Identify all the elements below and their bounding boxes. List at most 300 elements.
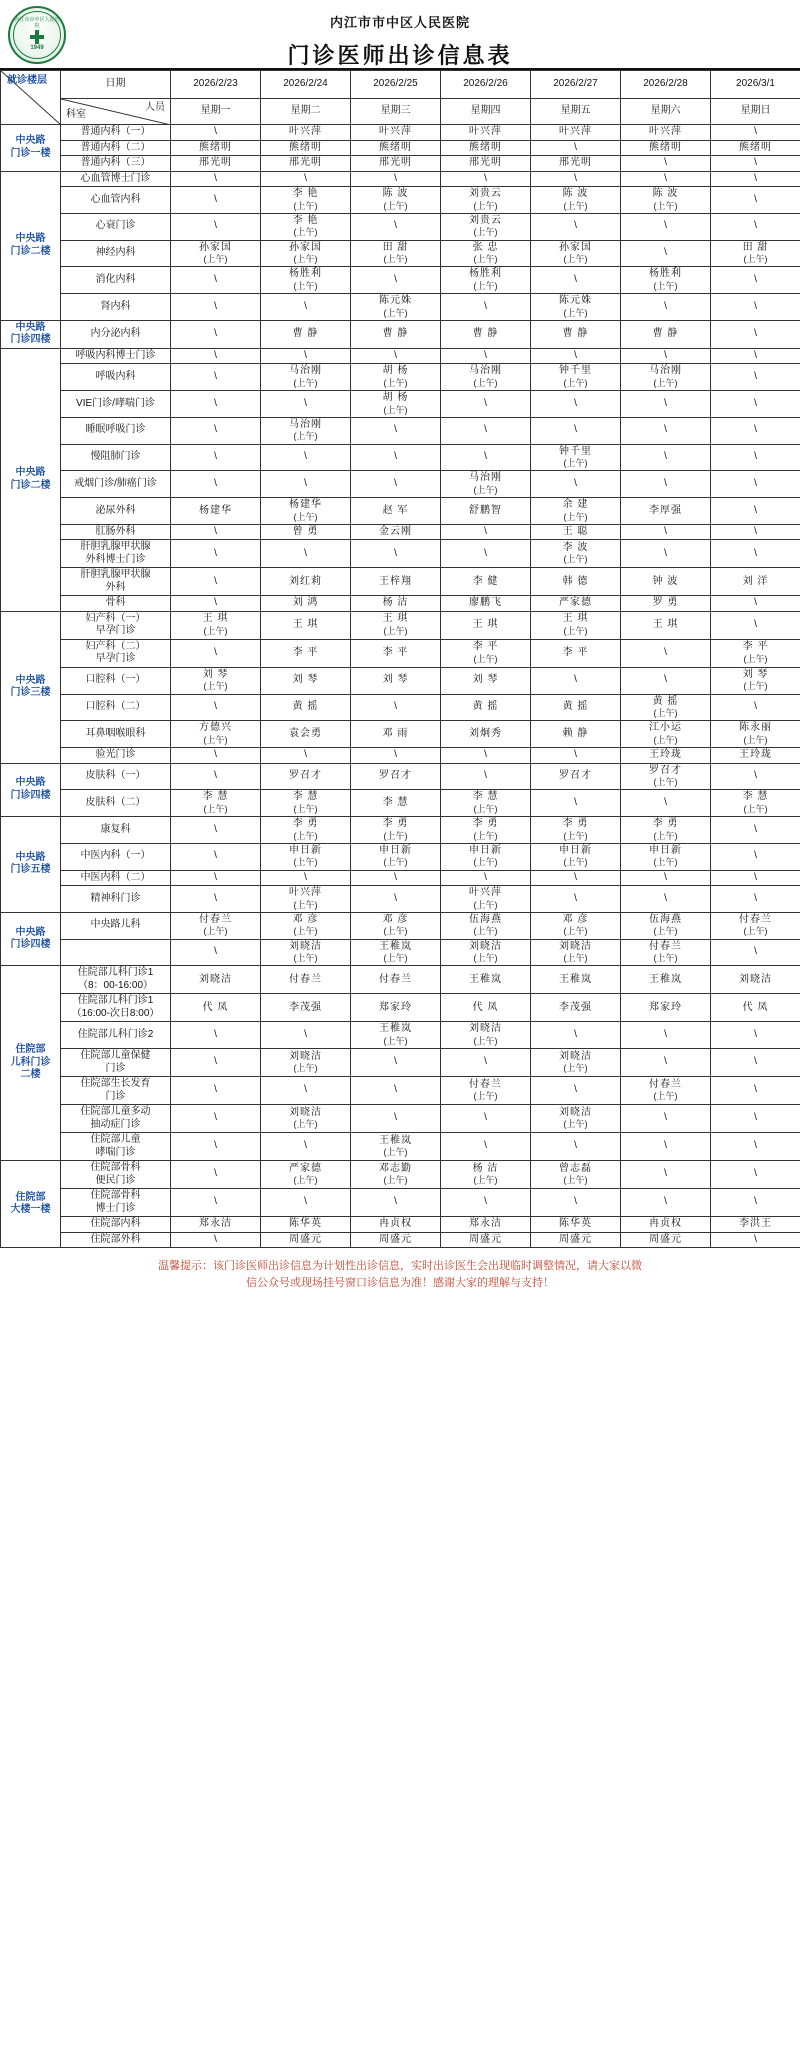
doctor-time: (上午)	[653, 777, 678, 787]
doctor-cell	[261, 1217, 351, 1233]
department-cell: 耳鼻咽喉眼科	[61, 721, 171, 748]
doctor-cell: \	[441, 870, 531, 886]
doctor-cell: \	[171, 364, 261, 391]
table-row	[1, 817, 800, 844]
table-row	[1, 721, 800, 748]
doctor-cell	[621, 267, 711, 294]
table-row	[1, 639, 800, 667]
doctor-cell	[621, 187, 711, 214]
doctor-name: 胡 杨	[382, 392, 409, 403]
doctor-time: (上午)	[383, 1035, 408, 1046]
doctor-name: 韩 德	[562, 575, 589, 587]
doctor-time: (上午)	[653, 708, 678, 718]
doctor-name: 伍海燕	[649, 913, 682, 925]
doctor-cell	[711, 639, 800, 667]
table-row	[1, 391, 800, 418]
doctor-cell	[441, 790, 531, 817]
doctor-name: 付春兰	[649, 940, 682, 952]
doctor-name: 江小运	[649, 722, 682, 734]
department-cell: 呼吸内科	[61, 364, 171, 391]
doctor-time: (上午)	[203, 926, 228, 937]
doctor-name: 熊绪明	[199, 141, 232, 153]
date-col-0: 2026/2/23	[171, 71, 261, 99]
department-cell: 妇产科（一） 早孕门诊	[61, 611, 171, 639]
doctor-name: 舒鹏智	[469, 504, 502, 516]
doctor-cell: \	[531, 267, 621, 294]
doctor-name: 罗召才	[559, 770, 592, 782]
doctor-cell	[711, 140, 800, 156]
doctor-cell	[261, 1161, 351, 1189]
department-cell	[61, 939, 171, 966]
doctor-cell	[261, 125, 351, 141]
doctor-cell	[171, 240, 261, 267]
doctor-name: 刘贵云	[469, 188, 502, 199]
doctor-cell	[621, 611, 711, 639]
table-row	[1, 1217, 800, 1233]
doctor-name: 熊绪明	[379, 141, 412, 153]
doctor-name: 孙家国	[559, 241, 592, 253]
doctor-name: 李 慧	[472, 791, 499, 803]
corner-floor-label	[1, 71, 61, 125]
doctor-cell: \	[171, 568, 261, 596]
department-cell: 精神科门诊	[61, 886, 171, 913]
doctor-name: 王 聪	[562, 525, 589, 537]
doctor-cell: \	[531, 1022, 621, 1049]
doctor-cell: \	[171, 1077, 261, 1105]
doctor-name: 王梓翔	[379, 575, 412, 587]
doctor-time: (上午)	[473, 484, 498, 495]
doctor-cell: \	[711, 156, 800, 172]
doctor-name: 王稚岚	[379, 940, 412, 952]
department-cell: 中医内科（二）	[61, 870, 171, 886]
doctor-cell	[441, 694, 531, 721]
doctor-cell: \	[531, 213, 621, 240]
doctor-time: (上午)	[743, 653, 768, 664]
doctor-cell	[261, 1049, 351, 1077]
doctor-cell: \	[171, 1049, 261, 1077]
doctor-cell	[351, 1161, 441, 1189]
doctor-time: (上午)	[383, 404, 408, 415]
doctor-time: (上午)	[383, 377, 408, 388]
table-row	[1, 886, 800, 913]
doctor-cell	[441, 611, 531, 639]
doctor-cell: \	[711, 763, 800, 790]
doctor-time: (上午)	[653, 200, 678, 211]
doctor-cell	[261, 568, 351, 596]
corner-room-people	[61, 99, 171, 125]
doctor-name: 王玲珑	[739, 749, 772, 760]
doctor-cell	[261, 320, 351, 348]
doctor-name: 钟 波	[652, 575, 679, 587]
doctor-cell: \	[621, 667, 711, 694]
doctor-cell: \	[711, 267, 800, 294]
schedule-table	[0, 70, 800, 1248]
doctor-cell: \	[171, 939, 261, 966]
table-row	[1, 524, 800, 540]
doctor-name: 黄 摇	[472, 701, 499, 713]
date-label: 日期	[61, 71, 171, 99]
doctor-cell: \	[171, 267, 261, 294]
doctor-name: 王 琪	[472, 619, 499, 630]
doctor-cell: \	[531, 886, 621, 913]
doctor-time: (上午)	[743, 803, 768, 814]
date-col-4: 2026/2/27	[531, 71, 621, 99]
doctor-cell: \	[261, 540, 351, 568]
doctor-cell	[531, 694, 621, 721]
department-cell: 住院部儿童多动 抽动症门诊	[61, 1105, 171, 1133]
doctor-time: (上午)	[473, 280, 498, 291]
doctor-name: 冉贞权	[649, 1218, 682, 1229]
doctor-cell: \	[711, 1022, 800, 1049]
doctor-cell	[621, 1217, 711, 1233]
doctor-cell: \	[621, 471, 711, 498]
doctor-cell: \	[711, 125, 800, 141]
doctor-cell	[531, 817, 621, 844]
doctor-cell: \	[531, 171, 621, 187]
doctor-cell	[171, 611, 261, 639]
doctor-cell	[261, 596, 351, 612]
doctor-name: 王稚岚	[379, 1134, 412, 1146]
doctor-cell: \	[171, 1232, 261, 1248]
doctor-cell: \	[711, 471, 800, 498]
department-cell: 心衰门诊	[61, 213, 171, 240]
doctor-name: 叶兴萍	[649, 126, 682, 137]
doctor-cell: \	[621, 870, 711, 886]
doctor-name: 付春兰	[469, 1078, 502, 1090]
department-cell: 普通内科（一）	[61, 125, 171, 141]
doctor-time: (上午)	[293, 953, 318, 963]
department-cell: 普通内科（二）	[61, 140, 171, 156]
doctor-name: 叶兴萍	[469, 126, 502, 137]
doctor-time: (上午)	[563, 1063, 588, 1074]
doctor-cell	[441, 639, 531, 667]
doctor-cell: \	[621, 1133, 711, 1161]
doctor-cell: \	[711, 886, 800, 913]
doctor-name: 刘 琴	[202, 668, 229, 680]
doctor-name: 刘 琴	[742, 668, 769, 680]
doctor-cell	[351, 240, 441, 267]
doctor-name: 马治刚	[469, 472, 502, 484]
doctor-cell	[351, 568, 441, 596]
doctor-cell: \	[621, 294, 711, 321]
doctor-time: (上午)	[293, 227, 318, 238]
table-row	[1, 667, 800, 694]
doctor-name: 罗召才	[289, 770, 322, 782]
doctor-time: (上午)	[653, 830, 678, 841]
doctor-time: (上午)	[293, 200, 318, 211]
doctor-name: 陈 波	[382, 188, 409, 199]
doctor-cell: \	[261, 1189, 351, 1217]
doctor-cell	[351, 721, 441, 748]
department-cell: 住院部儿科门诊1 （8：00-16:00）	[61, 966, 171, 994]
doctor-cell	[531, 1161, 621, 1189]
doctor-name: 曾 勇	[292, 525, 319, 537]
doctor-time: (上午)	[293, 899, 318, 910]
doctor-cell: \	[531, 790, 621, 817]
doctor-cell: \	[531, 348, 621, 364]
doctor-cell	[261, 939, 351, 966]
doctor-name: 周盛元	[649, 1233, 682, 1245]
table-row	[1, 912, 800, 939]
table-body	[1, 125, 800, 1248]
department-cell: 心血管内科	[61, 187, 171, 214]
doctor-time: (上午)	[473, 653, 498, 664]
floor-cell: 住院部 儿科门诊 二楼	[1, 966, 61, 1161]
doctor-cell	[441, 240, 531, 267]
doctor-name: 邢光明	[289, 157, 322, 168]
doctor-cell: \	[351, 417, 441, 444]
doctor-name: 曹 静	[382, 328, 409, 339]
doctor-cell	[261, 912, 351, 939]
department-cell: 肝胆乳腺甲状腺 外科博士门诊	[61, 540, 171, 568]
doctor-time: (上午)	[743, 254, 768, 264]
table-row	[1, 294, 800, 321]
doctor-cell	[351, 994, 441, 1022]
doctor-name: 杨 洁	[472, 1162, 499, 1174]
doctor-time: (上午)	[563, 377, 588, 388]
doctor-cell	[261, 1232, 351, 1248]
department-cell: 呼吸内科博士门诊	[61, 348, 171, 364]
doctor-name: 钟千里	[559, 445, 592, 457]
table-row	[1, 348, 800, 364]
table-row	[1, 417, 800, 444]
doctor-cell	[261, 639, 351, 667]
doctor-cell	[531, 156, 621, 172]
doctor-name: 刘晓洁	[469, 1023, 502, 1035]
doctor-cell	[351, 364, 441, 391]
doctor-cell: \	[261, 870, 351, 886]
doctor-cell: \	[711, 596, 800, 612]
doctor-cell	[171, 498, 261, 525]
floor-cell: 中央路 门诊四楼	[1, 912, 61, 966]
doctor-name: 王稚岚	[379, 1023, 412, 1035]
doctor-cell	[351, 1217, 441, 1233]
doctor-name: 杨胜利	[469, 268, 502, 280]
doctor-time: (上午)	[383, 830, 408, 841]
doctor-name: 赖 静	[562, 727, 589, 739]
doctor-cell	[441, 140, 531, 156]
doctor-cell: \	[171, 817, 261, 844]
table-row	[1, 320, 800, 348]
department-cell: 康复科	[61, 817, 171, 844]
doctor-cell	[621, 1077, 711, 1105]
doctor-cell: \	[441, 1189, 531, 1217]
doctor-name: 钟千里	[559, 365, 592, 377]
doctor-cell	[441, 187, 531, 214]
doctor-name: 邢光明	[199, 157, 232, 168]
doctor-time: (上午)	[293, 280, 318, 291]
doctor-cell: \	[711, 1161, 800, 1189]
doctor-cell	[531, 939, 621, 966]
department-cell: 肛肠外科	[61, 524, 171, 540]
doctor-cell	[261, 763, 351, 790]
doctor-cell: \	[171, 125, 261, 141]
table-row	[1, 1161, 800, 1189]
doctor-time: (上午)	[653, 280, 678, 291]
corner-floor-text: 就诊楼层	[7, 75, 47, 86]
doctor-cell	[441, 817, 531, 844]
doctor-name: 王 琪	[382, 613, 409, 625]
doctor-cell	[621, 843, 711, 870]
doctor-cell: \	[711, 294, 800, 321]
doctor-name: 李 平	[562, 647, 589, 658]
doctor-cell	[531, 498, 621, 525]
doctor-cell	[441, 1232, 531, 1248]
doctor-name: 申日新	[559, 844, 592, 856]
doctor-cell: \	[621, 1022, 711, 1049]
table-header	[1, 71, 800, 125]
doctor-cell	[531, 912, 621, 939]
doctor-cell	[441, 267, 531, 294]
doctor-cell: \	[171, 870, 261, 886]
doctor-name: 刘红莉	[289, 575, 322, 587]
doctor-cell	[531, 540, 621, 568]
floor-cell: 中央路 门诊四楼	[1, 763, 61, 817]
doctor-time: (上午)	[473, 200, 498, 211]
doctor-cell	[531, 611, 621, 639]
doctor-cell: \	[711, 320, 800, 348]
doctor-time: (上午)	[203, 734, 228, 745]
doctor-time: (上午)	[203, 625, 228, 636]
doctor-cell: \	[621, 171, 711, 187]
doctor-cell	[711, 667, 800, 694]
doctor-name: 叶兴萍	[289, 887, 322, 898]
department-cell: 皮肤科（一）	[61, 763, 171, 790]
doctor-cell: \	[441, 294, 531, 321]
doctor-cell: \	[171, 471, 261, 498]
doctor-name: 杨 洁	[382, 597, 409, 609]
doctor-cell	[171, 721, 261, 748]
floor-cell: 中央路 门诊二楼	[1, 348, 61, 611]
doctor-name: 刘 琴	[292, 674, 319, 686]
doctor-name: 叶兴萍	[559, 126, 592, 137]
department-cell: 住院部骨科 博士门诊	[61, 1189, 171, 1217]
doctor-name: 廖鹏飞	[469, 597, 502, 609]
date-col-6: 2026/3/1	[711, 71, 800, 99]
doctor-cell	[351, 1232, 441, 1248]
floor-cell: 中央路 门诊二楼	[1, 171, 61, 320]
doctor-name: 李 平	[382, 647, 409, 658]
doctor-time: (上午)	[743, 926, 768, 937]
doctor-cell: \	[711, 939, 800, 966]
table-row	[1, 568, 800, 596]
doctor-name: 申日新	[379, 844, 412, 856]
doctor-cell: \	[711, 870, 800, 886]
doctor-name: 孙家国	[289, 241, 322, 253]
doctor-cell: \	[171, 843, 261, 870]
doctor-time: (上午)	[653, 377, 678, 388]
table-row	[1, 611, 800, 639]
doctor-cell	[711, 790, 800, 817]
doctor-cell: \	[621, 240, 711, 267]
doctor-time: (上午)	[383, 926, 408, 937]
table-row	[1, 1022, 800, 1049]
doctor-name: 刘晓洁	[559, 1050, 592, 1062]
doctor-cell: \	[531, 748, 621, 764]
doctor-time: (上午)	[563, 926, 588, 937]
doctor-cell	[261, 524, 351, 540]
doctor-cell	[711, 994, 800, 1022]
table-row	[1, 939, 800, 966]
logo-year: 1949	[30, 45, 44, 52]
doctor-cell	[261, 611, 351, 639]
doctor-time: (上午)	[743, 734, 768, 745]
doctor-cell: \	[711, 391, 800, 418]
doctor-cell	[171, 156, 261, 172]
doctor-cell	[441, 1077, 531, 1105]
doctor-time: (上午)	[293, 254, 318, 264]
doctor-name: 周盛元	[469, 1233, 502, 1245]
doctor-cell	[171, 966, 261, 994]
doctor-name: 代 凤	[742, 1001, 769, 1013]
doctor-cell	[351, 912, 441, 939]
doctor-cell	[711, 912, 800, 939]
doctor-cell	[621, 364, 711, 391]
doctor-cell: \	[171, 213, 261, 240]
table-row	[1, 1105, 800, 1133]
hospital-logo-icon	[8, 6, 66, 64]
doctor-cell: \	[531, 667, 621, 694]
doctor-cell	[261, 994, 351, 1022]
doctor-name: 刘 洋	[742, 575, 769, 587]
doctor-name: 严家德	[289, 1162, 322, 1174]
doctor-cell: \	[711, 364, 800, 391]
doctor-time: (上午)	[293, 377, 318, 388]
doctor-cell	[351, 156, 441, 172]
weekday-col-6: 星期日	[711, 99, 800, 125]
doctor-cell	[171, 667, 261, 694]
department-cell: 住院部儿科门诊2	[61, 1022, 171, 1049]
doctor-cell	[261, 1105, 351, 1133]
doctor-cell	[441, 156, 531, 172]
doctor-cell: \	[261, 348, 351, 364]
doctor-cell: \	[621, 886, 711, 913]
footer-note	[0, 1252, 800, 1301]
doctor-cell	[351, 966, 441, 994]
doctor-cell: \	[351, 886, 441, 913]
doctor-cell	[531, 240, 621, 267]
doctor-cell: \	[441, 391, 531, 418]
table-row	[1, 694, 800, 721]
doctor-cell: \	[531, 391, 621, 418]
doctor-time: (上午)	[653, 953, 678, 963]
doctor-name: 陈华英	[289, 1218, 322, 1229]
footer-line-2: 信公众号或现场挂号窗口诊信息为准！感谢大家的理解与支持！	[246, 1276, 554, 1289]
doctor-time: (上午)	[383, 254, 408, 264]
doctor-name: 田 甜	[742, 241, 769, 253]
page-header	[0, 0, 800, 70]
doctor-cell	[441, 471, 531, 498]
doctor-name: 李 平	[472, 641, 499, 653]
doctor-cell: \	[351, 694, 441, 721]
doctor-name: 付春兰	[739, 913, 772, 925]
doctor-cell	[621, 694, 711, 721]
doctor-cell: \	[171, 1105, 261, 1133]
doctor-cell: \	[621, 639, 711, 667]
page-title: 门诊医师出诊信息表	[287, 43, 513, 68]
doctor-name: 马治刚	[289, 365, 322, 377]
doctor-name: 申日新	[289, 844, 322, 856]
doctor-cell	[351, 611, 441, 639]
doctor-cell: \	[441, 763, 531, 790]
doctor-cell	[621, 817, 711, 844]
doctor-name: 李茂强	[289, 1001, 322, 1013]
doctor-cell	[621, 721, 711, 748]
department-cell: 戒烟门诊/肺癌门诊	[61, 471, 171, 498]
doctor-name: 孙家国	[199, 241, 232, 253]
doctor-name: 曾志磊	[559, 1162, 592, 1174]
doctor-time: (上午)	[563, 307, 588, 318]
